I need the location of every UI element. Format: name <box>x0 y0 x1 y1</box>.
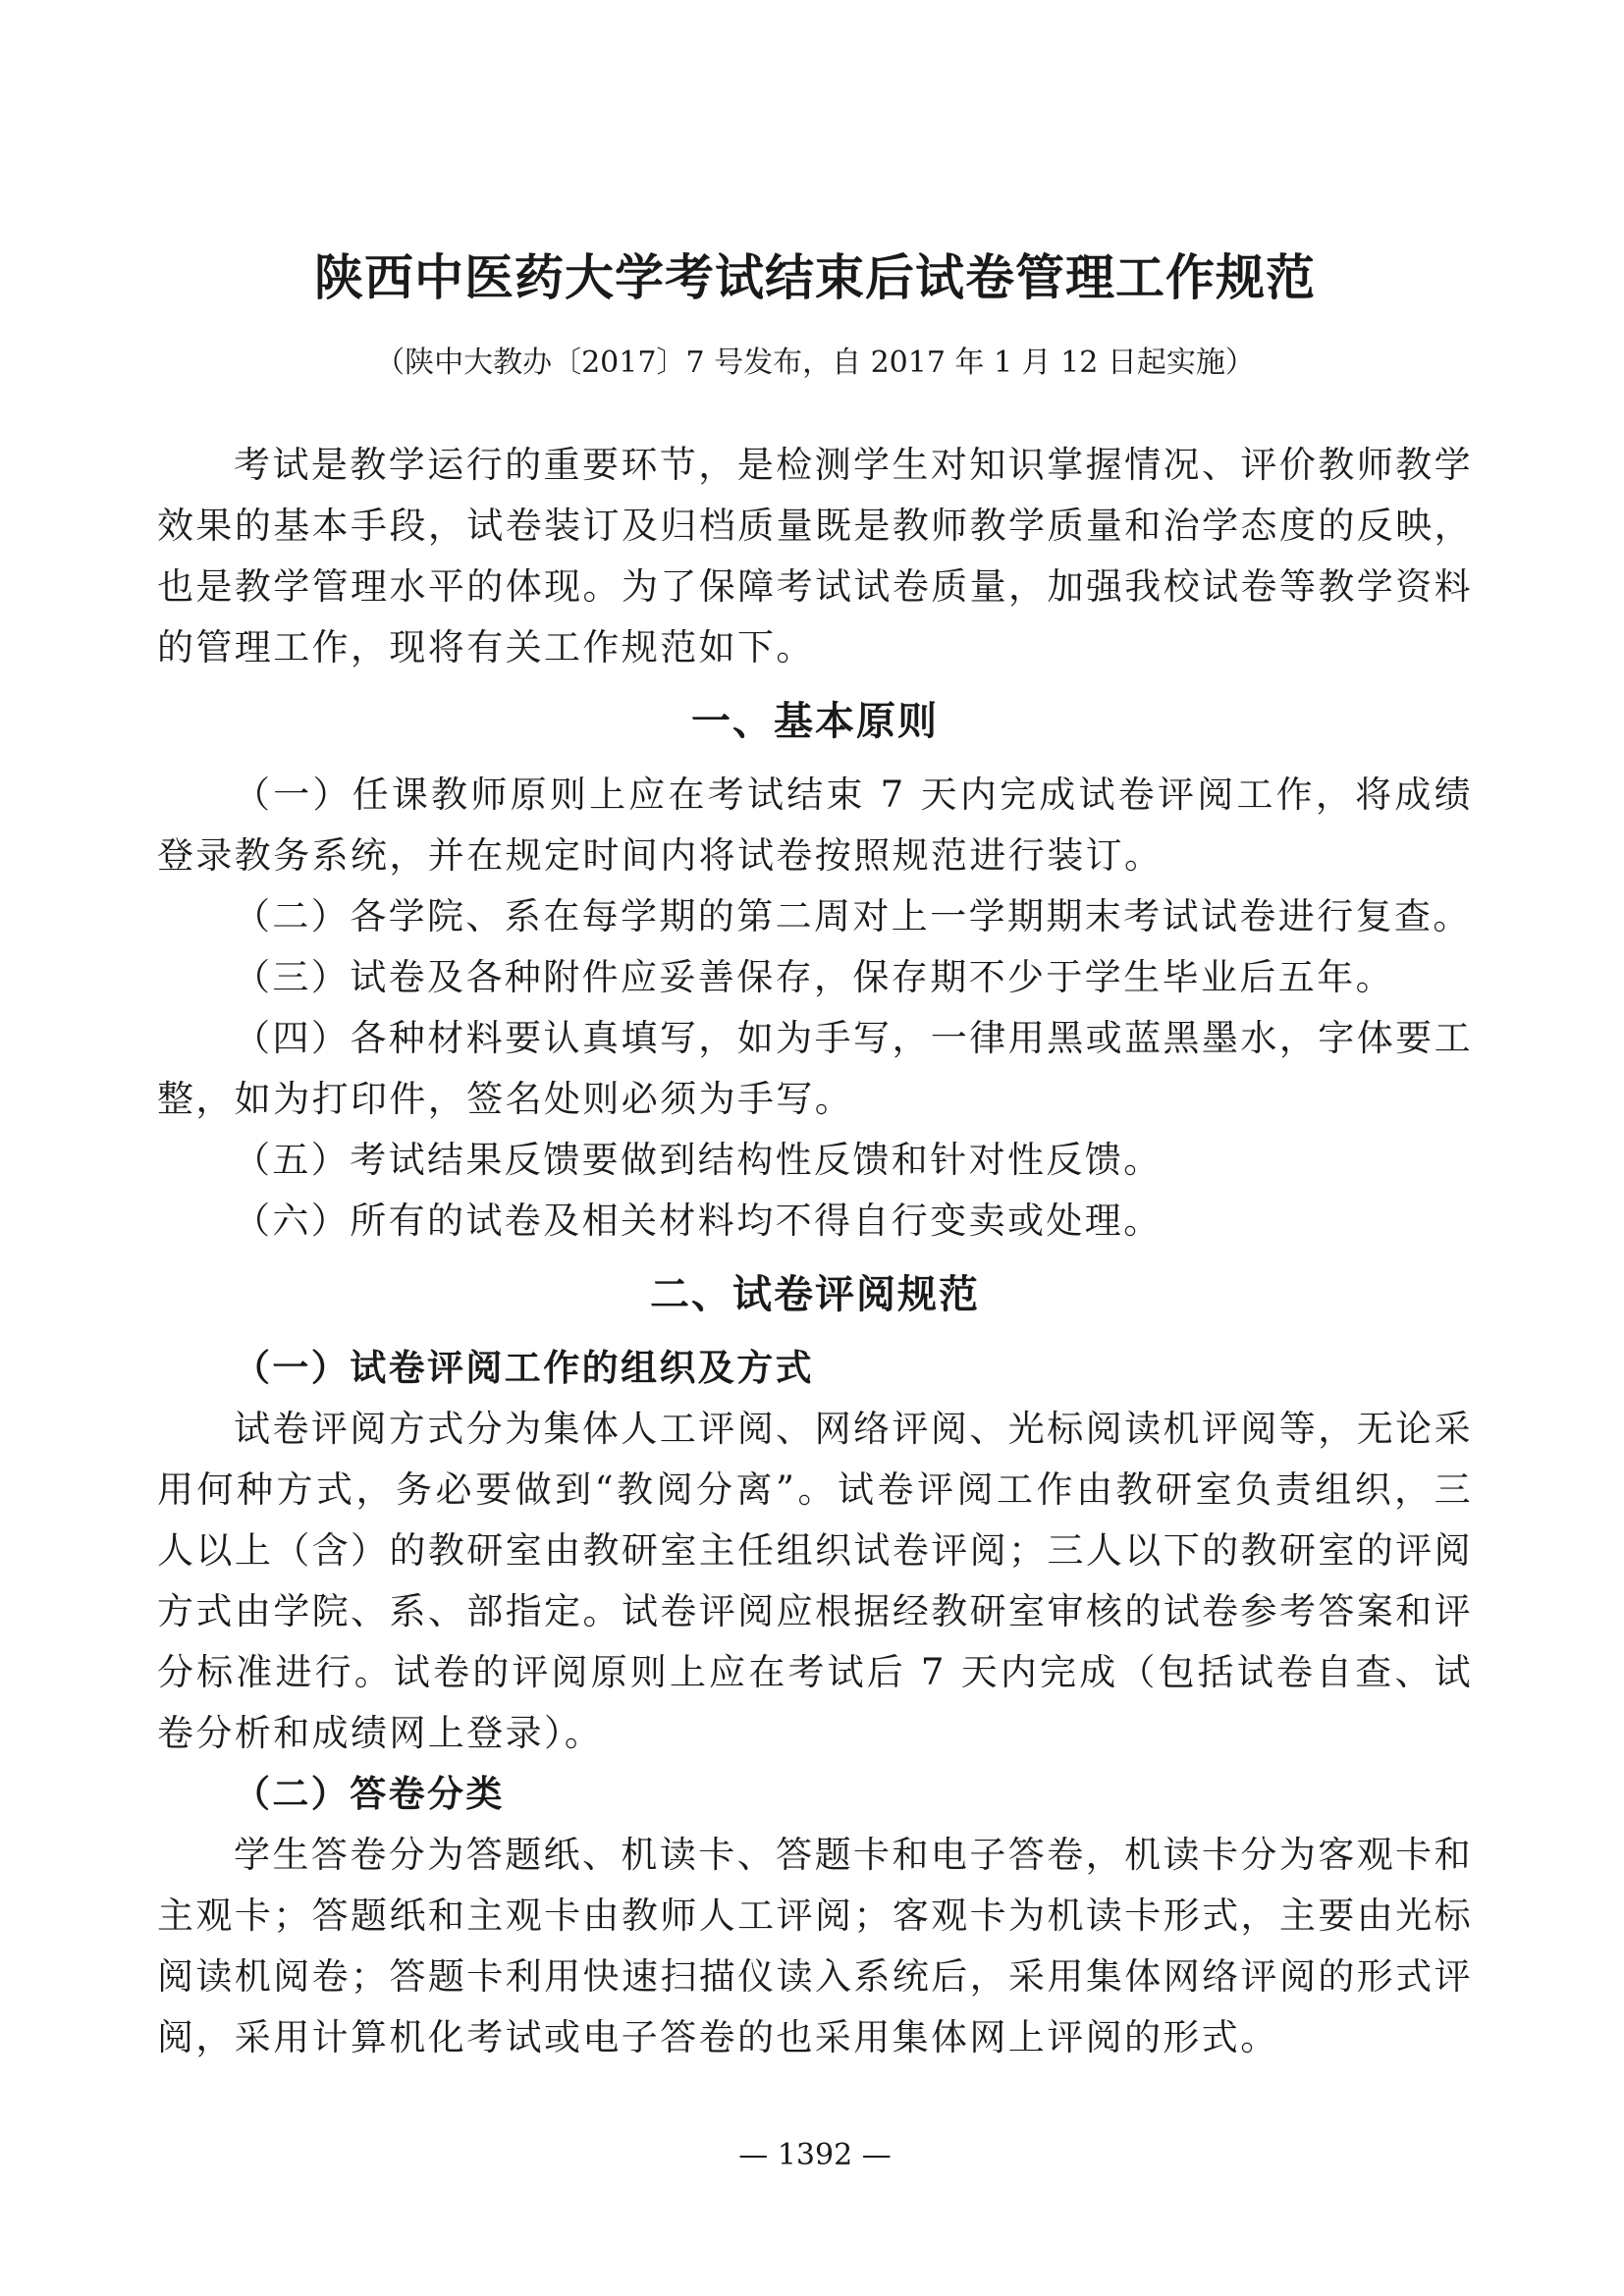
principle-item: （二）各学院、系在每学期的第二周对上一学期期末考试试卷进行复查。 <box>234 895 1472 937</box>
document-title: 陕西中医药大学考试结束后试卷管理工作规范 <box>314 248 1316 306</box>
principle-item: （一）任课教师原则上应在考试结束 7 天内完成试卷评阅工作，将成绩登录教务系统，并在规定时间内将试卷按照规范进行装订。 <box>157 774 1473 877</box>
principle-item: （六）所有的试卷及相关材料均不得自行变卖或处理。 <box>234 1200 1163 1242</box>
intro-paragraph: 考试是教学运行的重要环节，是检测学生对知识掌握情况、评价教师教学效果的基本手段，试卷装订及归档质量既是教师教学质量和治学态度的反映，也是教学管理水平的体现。为了保障考试试卷质量，加强我校试卷等教学资料的管理工作，现将有关工作规范如下。 <box>157 444 1473 668</box>
principle-item: （三）试卷及各种附件应妥善保存，保存期不少于学生毕业后五年。 <box>234 956 1394 998</box>
principle-item: （四）各种材料要认真填写，如为手写，一律用黑或蓝黑墨水，字体要工整，如为打印件，签名处则必须为手写。 <box>157 1017 1473 1120</box>
subsection-heading-grading-organization: （一）试卷评阅工作的组织及方式 <box>234 1347 814 1389</box>
document-body <box>157 435 1473 2068</box>
principle-item: （五）考试结果反馈要做到结构性反馈和针对性反馈。 <box>234 1139 1163 1181</box>
document-page <box>157 0 1473 2296</box>
section-heading-basic-principles: 一、基本原则 <box>691 699 939 744</box>
page-number: — 1392 — <box>738 2138 892 2172</box>
subsection-heading-answer-sheet-types: （二）答卷分类 <box>234 1773 505 1815</box>
answer-sheet-types-paragraph: 学生答卷分为答题纸、机读卡、答题卡和电子答卷，机读卡分为客观卡和主观卡；答题纸和主观卡由教师人工评阅；客观卡为机读卡形式，主要由光标阅读机阅卷；答题卡利用快速扫描仪读入系统后，采用集体网络评阅的形式评阅，采用计算机化考试或电子答卷的也采用集体网上评阅的形式。 <box>157 1834 1473 2058</box>
grading-organization-paragraph: 试卷评阅方式分为集体人工评阅、网络评阅、光标阅读机评阅等，无论采用何种方式，务必要做到“教阅分离”。试卷评阅工作由教研室负责组织，三人以上（含）的教研室由教研室主任组织试卷评阅；三人以下的教研室的评阅方式由学院、系、部指定。试卷评阅应根据经教研室审核的试卷参考答案和评分标准进行。试卷的评阅原则上应在考试后 7 天内完成（包括试卷自查、试卷分析和成绩网上登录）。 <box>157 1408 1473 1754</box>
document-subtitle: （陕中大教办〔2017〕7 号发布，自 2017 年 1 月 12 日起实施） <box>375 346 1255 380</box>
section-heading-grading-standards: 二、试卷评阅规范 <box>650 1272 980 1317</box>
